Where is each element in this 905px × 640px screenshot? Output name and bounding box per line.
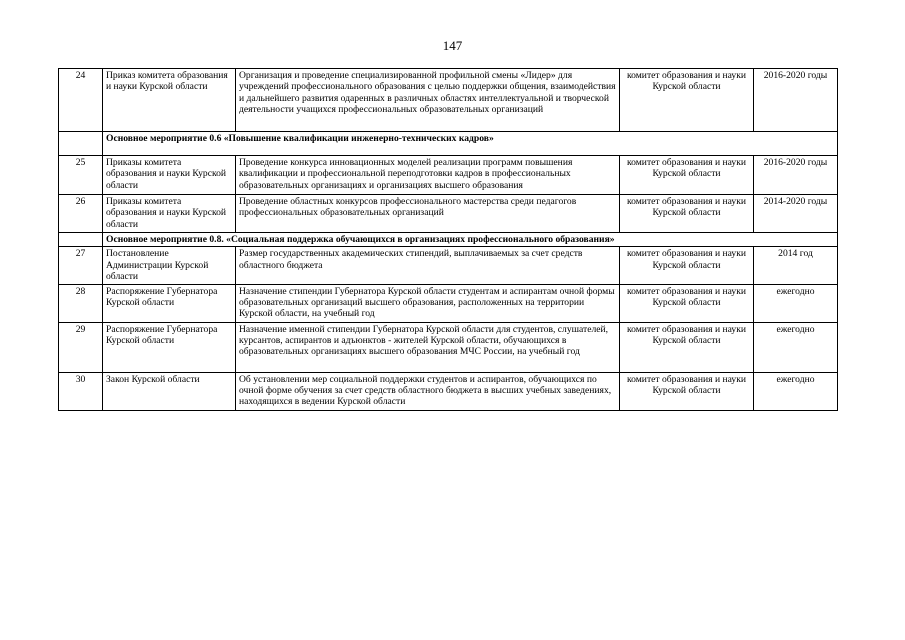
- row-executor: комитет образования и науки Курской области: [620, 247, 754, 284]
- row-number: 30: [59, 372, 103, 410]
- section-row: [59, 233, 838, 247]
- row-number: 25: [59, 156, 103, 195]
- row-document: Приказ комитета образования и науки Курской области: [103, 69, 236, 132]
- row-executor: комитет образования и науки Курской области: [620, 284, 754, 322]
- section-title: Основное мероприятие 0.8. «Социальная поддержка обучающихся в организациях профессионального образования»: [103, 233, 838, 247]
- section-row: [59, 132, 838, 156]
- row-document: Приказы комитета образования и науки Курской области: [103, 156, 236, 195]
- row-document: Распоряжение Губернатора Курской области: [103, 322, 236, 372]
- section-empty-cell: [59, 132, 103, 156]
- table-row: [59, 69, 838, 132]
- row-executor: комитет образования и науки Курской области: [620, 372, 754, 410]
- row-content: Проведение областных конкурсов профессионального мастерства среди педагогов профессиональных образовательных организаций: [236, 195, 620, 233]
- table-row: [59, 195, 838, 233]
- row-document: Приказы комитета образования и науки Курской области: [103, 195, 236, 233]
- section-title: Основное мероприятие 0.6 «Повышение квалификации инженерно-технических кадров»: [103, 132, 838, 156]
- section-empty-cell: [59, 233, 103, 247]
- page-number: 147: [442, 38, 463, 53]
- table-row: [59, 247, 838, 284]
- row-content: Назначение стипендии Губернатора Курской области студентам и аспирантам очной формы образовательных организаций высшего образования, расположенных на территории Курской области, на учебный год: [236, 284, 620, 322]
- table-row: [59, 372, 838, 410]
- row-executor: комитет образования и науки Курской области: [620, 69, 754, 132]
- row-document: Распоряжение Губернатора Курской области: [103, 284, 236, 322]
- table-row: [59, 284, 838, 322]
- row-period: ежегодно: [754, 284, 838, 322]
- row-executor: комитет образования и науки Курской области: [620, 322, 754, 372]
- row-content: Об установлении мер социальной поддержки студентов и аспирантов, обучающихся по очной форме обучения за счет средств областного бюджета в высших учебных заведениях, находящихся в ведении Курской области: [236, 372, 620, 410]
- row-number: 26: [59, 195, 103, 233]
- table-row: [59, 322, 838, 372]
- row-number: 28: [59, 284, 103, 322]
- row-document: Постановление Администрации Курской области: [103, 247, 236, 284]
- row-period: 2014-2020 годы: [754, 195, 838, 233]
- row-period: ежегодно: [754, 372, 838, 410]
- table-row: [59, 156, 838, 195]
- row-executor: комитет образования и науки Курской области: [620, 195, 754, 233]
- row-period: 2016-2020 годы: [754, 156, 838, 195]
- measures-table: [58, 68, 838, 411]
- row-number: 24: [59, 69, 103, 132]
- row-period: 2014 год: [754, 247, 838, 284]
- row-content: Проведение конкурса инновационных моделей реализации программ повышения квалификации и профессиональной переподготовки кадров в профессиональных образовательных организациях и организациях высшего образования: [236, 156, 620, 195]
- row-content: Размер государственных академических стипендий, выплачиваемых за счет средств областного бюджета: [236, 247, 620, 284]
- row-period: ежегодно: [754, 322, 838, 372]
- row-number: 29: [59, 322, 103, 372]
- row-executor: комитет образования и науки Курской области: [620, 156, 754, 195]
- row-number: 27: [59, 247, 103, 284]
- row-document: Закон Курской области: [103, 372, 236, 410]
- row-content: Назначение именной стипендии Губернатора Курской области для студентов, слушателей, курсантов, аспирантов и адъюнктов - жителей Курской области, обучающихся в образовательных организациях высшего образования МЧС России, на учебный год: [236, 322, 620, 372]
- row-content: Организация и проведение специализированной профильной смены «Лидер» для учреждений профессионального образования с целью поддержки общения, взаимодействия и дальнейшего развития одаренных в различных областях интеллектуальной и творческой деятельности учащихся профессиональных образовательных организаций: [236, 69, 620, 132]
- row-period: 2016-2020 годы: [754, 69, 838, 132]
